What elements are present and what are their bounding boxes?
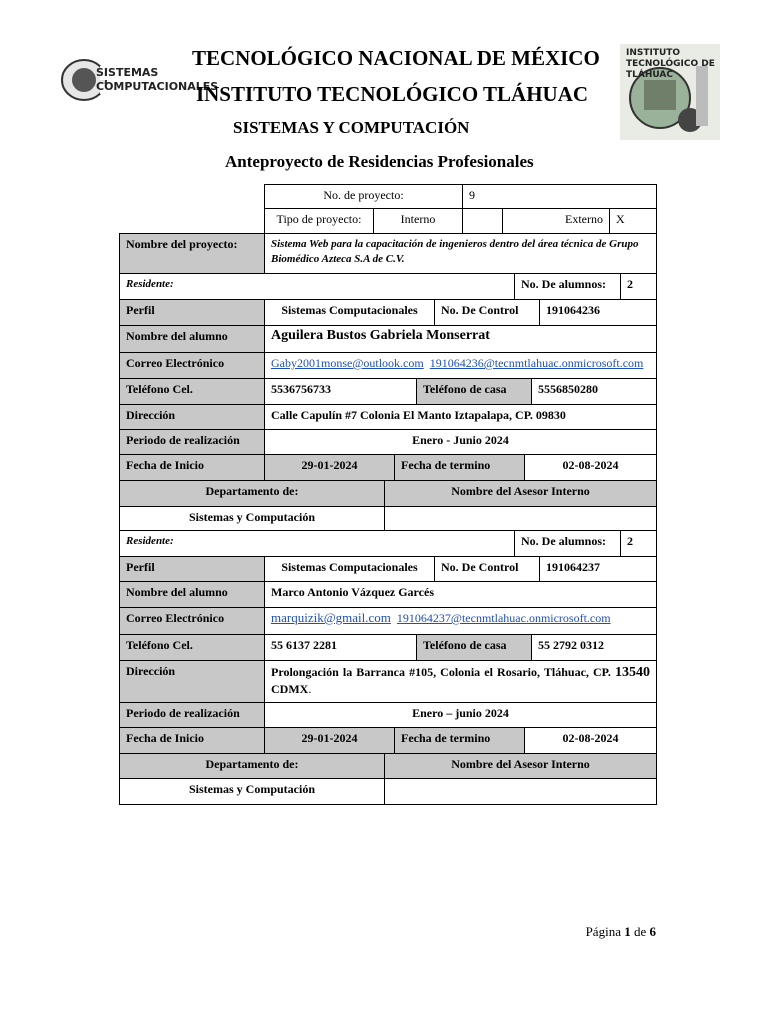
direccion-label-2: Dirección [119,660,265,703]
tel-cel-label-2: Teléfono Cel. [119,634,265,661]
periodo-value-2: Enero – junio 2024 [264,702,657,728]
project-type-label: Tipo de proyecto: [264,208,374,234]
correo-value-2 [264,607,657,635]
no-alumnos-label-2: No. De alumnos: [514,530,621,557]
perfil-value-1: Sistemas Computacionales [264,299,435,326]
direccion-label-1: Dirección [119,404,265,430]
no-alumnos-value-1: 2 [620,273,657,300]
fecha-inicio-label-2: Fecha de Inicio [119,727,265,754]
periodo-label-1: Periodo de realización [119,429,265,455]
tel-cel-value-2: 55 6137 2281 [264,634,417,661]
page-de: de [633,924,647,939]
departamento-value-1: Sistemas y Computación [119,506,385,531]
page-label: Página [585,924,621,939]
fecha-termino-value-1: 02-08-2024 [524,454,657,481]
perfil-value-2: Sistemas Computacionales [264,556,435,582]
project-interno-label: Interno [373,208,463,234]
nombre-value-2: Marco Antonio Vázquez Garcés [264,581,657,608]
departamento-label-1: Departamento de: [119,480,385,507]
nombre-label-1: Nombre del alumno [119,325,265,353]
correo-label-1: Correo Electrónico [119,352,265,379]
asesor-value-2 [384,778,657,805]
tel-casa-value-1: 5556850280 [531,378,657,405]
no-control-value-2: 191064237 [539,556,657,582]
fecha-inicio-label-1: Fecha de Inicio [119,454,265,481]
direccion-cp-2: 13540 [615,665,651,680]
nombre-value-1: Aguilera Bustos Gabriela Monserrat [264,325,657,353]
page-number [586,924,656,940]
fecha-inicio-value-2: 29-01-2024 [264,727,395,754]
page-current: 1 [624,924,631,939]
asesor-label-1: Nombre del Asesor Interno [384,480,657,507]
email-link-personal-2[interactable]: marquizik@gmail.com [271,610,391,625]
no-alumnos-value-2: 2 [620,530,657,557]
periodo-value-1: Enero - Junio 2024 [264,429,657,455]
asesor-label-2: Nombre del Asesor Interno [384,753,657,779]
page-total: 6 [649,924,656,939]
asesor-value-1 [384,506,657,531]
no-alumnos-label-1: No. De alumnos: [514,273,621,300]
header [0,0,768,180]
periodo-label-2: Periodo de realización [119,702,265,728]
fecha-termino-label-2: Fecha de termino [394,727,525,754]
perfil-label-2: Perfil [119,556,265,582]
departamento-value-2: Sistemas y Computación [119,778,385,805]
sistemas-logo-text: SISTEMAS COMPUTACIONALES [96,66,219,93]
perfil-label-1: Perfil [119,299,265,326]
sistemas-logo [60,58,219,102]
correo-value-1 [264,352,657,379]
instituto-logo-text: INSTITUTO TECNOLÓGICO DE TLÁHUAC [626,48,715,80]
no-control-label-1: No. De Control [434,299,540,326]
instituto-logo [620,44,720,140]
tel-cel-label-1: Teléfono Cel. [119,378,265,405]
departamento-label-2: Departamento de: [119,753,385,779]
header-line-2: INSTITUTO TECNOLÓGICO TLÁHUAC [195,82,589,106]
header-line-3: SISTEMAS Y COMPUTACIÓN [233,118,470,137]
project-no-value: 9 [462,184,657,209]
email-link-institutional-2[interactable]: 191064237@tecnmtlahuac.onmicrosoft.com [396,611,611,625]
tel-cel-value-1: 5536756733 [264,378,417,405]
project-interno-value [462,208,503,234]
header-line-1: TECNOLÓGICO NACIONAL DE MÉXICO [192,46,600,70]
no-control-label-2: No. De Control [434,556,540,582]
email-link-institutional-1[interactable]: 191064236@tecnmtlahuac.onmicrosoft.com [429,356,644,370]
email-link-personal-1[interactable]: Gaby2001monse@outlook.com [271,356,424,370]
direccion-value-2 [264,660,657,703]
tel-casa-value-2: 55 2792 0312 [531,634,657,661]
project-externo-value: X [609,208,657,234]
no-control-value-1: 191064236 [539,299,657,326]
direccion-street-2: Prolongación la Barranca #105, Colonia el Rosario, Tláhuac, CP. [271,665,611,679]
direccion-value-1: Calle Capulín #7 Colonia El Manto Iztapalapa, CP. 09830 [264,404,657,430]
correo-label-2: Correo Electrónico [119,607,265,635]
tel-casa-label-1: Teléfono de casa [416,378,532,405]
fecha-inicio-value-1: 29-01-2024 [264,454,395,481]
direccion-period-2: . [308,682,312,696]
direccion-city-2: CDMX [271,682,309,696]
header-line-4: Anteproyecto de Residencias Profesionales [225,152,534,171]
residente-label-1: Residente: [119,273,514,300]
project-no-label: No. de proyecto: [264,184,463,209]
fecha-termino-label-1: Fecha de termino [394,454,525,481]
tel-casa-label-2: Teléfono de casa [416,634,532,661]
fecha-termino-value-2: 02-08-2024 [524,727,657,754]
project-name-value: Sistema Web para la capacitación de ingenieros dentro del área técnica de Grupo Biomédico Azteca S.A de C.V. [264,233,657,274]
residente-label-2: Residente: [119,530,514,557]
nombre-label-2: Nombre del alumno [119,581,265,608]
project-name-label: Nombre del proyecto: [119,233,265,274]
project-externo-label: Externo [502,208,610,234]
